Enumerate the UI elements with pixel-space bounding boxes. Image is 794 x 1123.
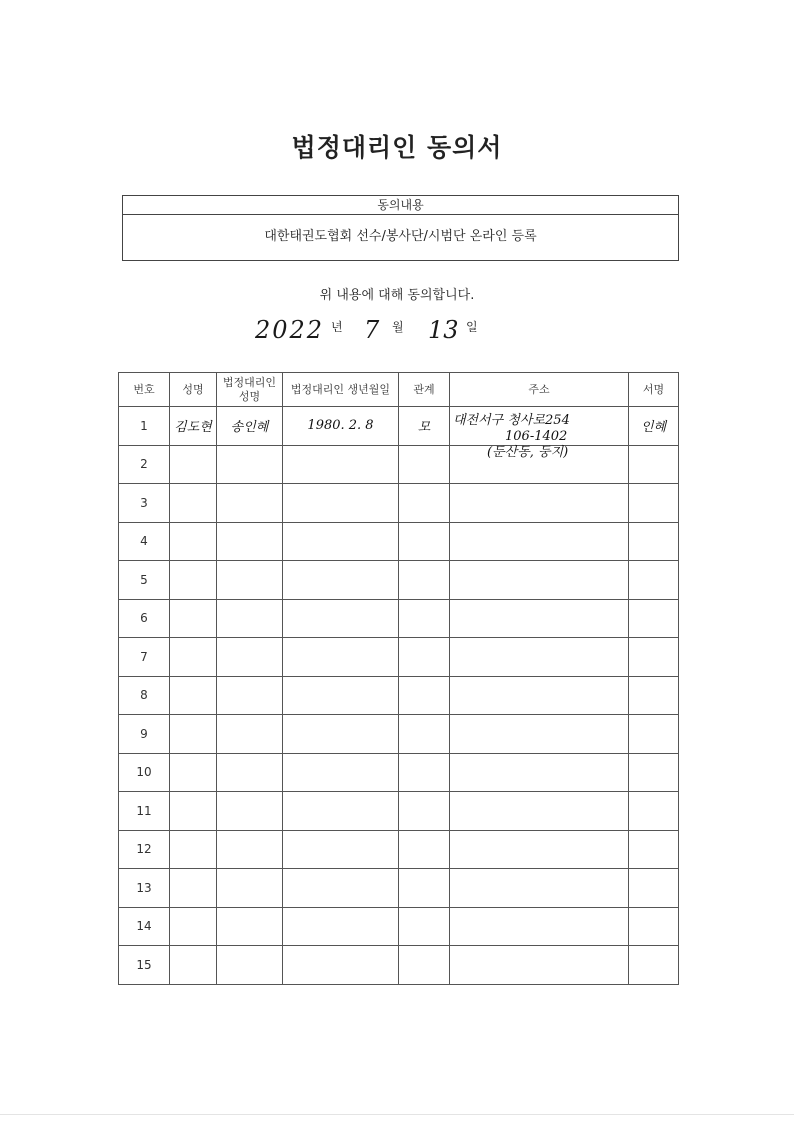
cell-name [170, 484, 217, 523]
cell-number: 4 [119, 522, 170, 561]
header-relation: 관계 [399, 373, 450, 407]
cell-relation: 모 [399, 407, 450, 446]
cell-relation [399, 869, 450, 908]
cell-name [170, 561, 217, 600]
cell-guardian-name [217, 484, 283, 523]
cell-number: 14 [119, 907, 170, 946]
cell-number: 12 [119, 830, 170, 869]
cell-guardian-birth [283, 869, 399, 908]
cell-name [170, 792, 217, 831]
table-row [119, 830, 679, 869]
cell-number: 2 [119, 445, 170, 484]
date-month-label: 월 [392, 320, 404, 334]
cell-signature: 인혜 [629, 407, 679, 446]
cell-signature [629, 676, 679, 715]
cell-relation [399, 561, 450, 600]
cell-guardian-birth [283, 715, 399, 754]
cell-guardian-birth [283, 753, 399, 792]
cell-guardian-name [217, 753, 283, 792]
cell-signature [629, 715, 679, 754]
cell-relation [399, 753, 450, 792]
cell-address [450, 869, 629, 908]
cell-guardian-name [217, 869, 283, 908]
cell-address [450, 484, 629, 523]
cell-guardian-name [217, 676, 283, 715]
cell-number: 11 [119, 792, 170, 831]
cell-name [170, 676, 217, 715]
cell-relation [399, 484, 450, 523]
cell-name [170, 522, 217, 561]
header-guardian-name: 법정대리인 성명 [217, 373, 283, 407]
table-body [119, 407, 679, 985]
cell-relation [399, 599, 450, 638]
cell-guardian-name [217, 830, 283, 869]
cell-guardian-birth [283, 445, 399, 484]
cell-guardian-birth [283, 522, 399, 561]
table-header-row [119, 373, 679, 407]
cell-guardian-birth [283, 484, 399, 523]
cell-signature [629, 907, 679, 946]
consent-content: 대한태권도협회 선수/봉사단/시범단 온라인 등록 [264, 229, 537, 244]
cell-guardian-name [217, 946, 283, 985]
cell-number: 6 [119, 599, 170, 638]
cell-guardian-birth [283, 561, 399, 600]
consent-header: 동의내용 [123, 196, 678, 215]
cell-address [450, 599, 629, 638]
cell-signature [629, 792, 679, 831]
cell-guardian-name [217, 599, 283, 638]
header-address: 주소 [450, 373, 629, 407]
table-row [119, 638, 679, 677]
cell-guardian-name [217, 522, 283, 561]
cell-number: 10 [119, 753, 170, 792]
cell-name [170, 445, 217, 484]
cell-relation [399, 676, 450, 715]
cell-relation [399, 907, 450, 946]
guardian-table [118, 372, 679, 985]
cell-address [450, 792, 629, 831]
cell-number: 15 [119, 946, 170, 985]
cell-address [450, 561, 629, 600]
cell-address [450, 946, 629, 985]
cell-guardian-birth [283, 676, 399, 715]
cell-address [450, 830, 629, 869]
cell-name [170, 715, 217, 754]
cell-relation [399, 445, 450, 484]
cell-address [450, 907, 629, 946]
cell-signature [629, 830, 679, 869]
header-number: 번호 [119, 373, 170, 407]
cell-relation [399, 522, 450, 561]
cell-name [170, 638, 217, 677]
cell-guardian-name [217, 715, 283, 754]
cell-guardian-name [217, 445, 283, 484]
cell-number: 9 [119, 715, 170, 754]
agreement-statement: 위 내용에 대해 동의합니다. [319, 288, 475, 303]
cell-name [170, 753, 217, 792]
table-row [119, 869, 679, 908]
cell-guardian-birth [283, 792, 399, 831]
date-year-handwritten: 2022 [255, 316, 325, 344]
header-name: 성명 [170, 373, 217, 407]
cell-guardian-birth [283, 830, 399, 869]
cell-signature [629, 638, 679, 677]
cell-address [450, 753, 629, 792]
table-row [119, 907, 679, 946]
cell-number: 13 [119, 869, 170, 908]
cell-number: 5 [119, 561, 170, 600]
cell-signature [629, 946, 679, 985]
cell-relation [399, 715, 450, 754]
cell-signature [629, 445, 679, 484]
cell-signature [629, 484, 679, 523]
cell-number: 7 [119, 638, 170, 677]
cell-relation [399, 792, 450, 831]
table-row [119, 484, 679, 523]
cell-signature [629, 522, 679, 561]
address-handwritten [453, 413, 633, 461]
cell-name [170, 946, 217, 985]
cell-guardian-name [217, 638, 283, 677]
header-signature: 서명 [629, 373, 679, 407]
date-day-handwritten: 13 [428, 316, 459, 344]
cell-guardian-birth [283, 599, 399, 638]
cell-address [450, 522, 629, 561]
cell-guardian-name [217, 907, 283, 946]
cell-signature [629, 869, 679, 908]
cell-name: 김도현 [170, 407, 217, 446]
cell-name [170, 830, 217, 869]
cell-name [170, 869, 217, 908]
cell-guardian-name [217, 792, 283, 831]
cell-signature [629, 753, 679, 792]
cell-signature [629, 561, 679, 600]
table-row [119, 792, 679, 831]
cell-guardian-birth [283, 946, 399, 985]
cell-address [450, 676, 629, 715]
date-year-label: 년 [331, 320, 343, 334]
table-row [119, 715, 679, 754]
table-row [119, 753, 679, 792]
cell-guardian-name [217, 561, 283, 600]
header-guardian-birth: 법정대리인 생년월일 [283, 373, 399, 407]
table-row [119, 599, 679, 638]
cell-relation [399, 946, 450, 985]
table-row [119, 676, 679, 715]
cell-relation [399, 638, 450, 677]
cell-number: 1 [119, 407, 170, 446]
cell-name [170, 599, 217, 638]
date-day-label: 일 [466, 320, 478, 334]
cell-number: 8 [119, 676, 170, 715]
cell-guardian-birth [283, 907, 399, 946]
address-line: (둔산동, 둥지) [487, 445, 569, 460]
cell-guardian-name: 송인혜 [217, 407, 283, 446]
cell-address [450, 715, 629, 754]
table-row [119, 522, 679, 561]
consent-box [122, 195, 679, 261]
table-row [119, 946, 679, 985]
cell-number: 3 [119, 484, 170, 523]
cell-relation [399, 830, 450, 869]
address-line: 106-1402 [505, 429, 568, 444]
cell-address [450, 638, 629, 677]
date-month-handwritten: 7 [364, 316, 380, 344]
table-row [119, 561, 679, 600]
cell-name [170, 907, 217, 946]
cell-signature [629, 599, 679, 638]
document-title: 법정대리인 동의서 [291, 133, 503, 162]
address-line: 대전서구 청사로254 [453, 413, 570, 428]
cell-guardian-birth: 1980. 2. 8 [283, 407, 399, 446]
cell-guardian-birth [283, 638, 399, 677]
page-bottom-rule [0, 1114, 794, 1115]
